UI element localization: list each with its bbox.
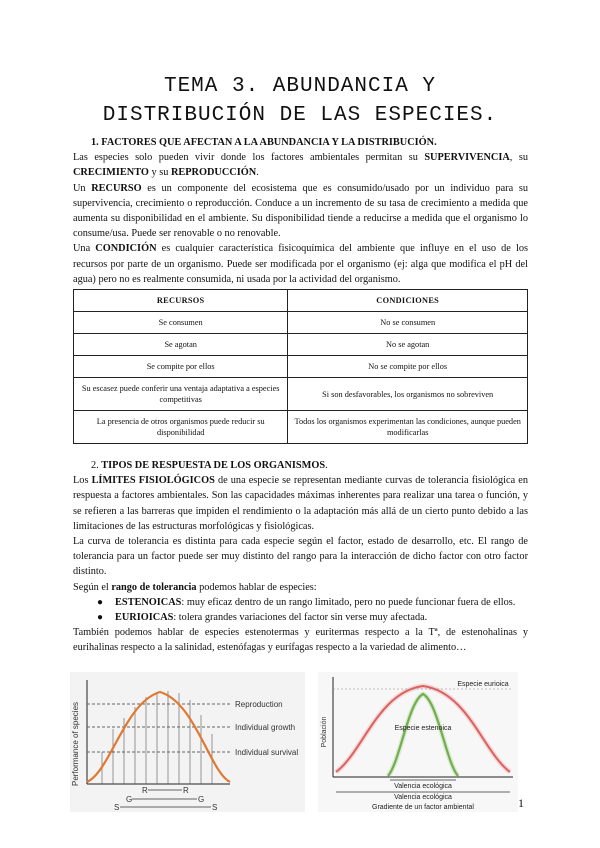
- svg-text:G: G: [126, 795, 133, 804]
- table-row: [74, 312, 528, 334]
- paragraph-limites: Los LÍMITES FISIOLÓGICOS de una especie se representan mediante curvas de tolerancia fisiológica en respuesta a factores ambientales. Son las capacidades máximas inherentes para realizar una tarea o función, y se refieren a las barreras que impiden el rendimiento o la adaptación más allá de un cierto punto debido a las limitaciones de las estructuras morfológicas y fisiológicas.: [73, 475, 528, 532]
- table-cell: No se compite por ellos: [288, 356, 528, 378]
- tolerance-curve-figure: [70, 672, 305, 812]
- page-number: 1: [518, 796, 524, 810]
- document-body: [73, 135, 528, 656]
- figure-y-label: Performance of species: [71, 701, 80, 787]
- valencia-label-1: Valencia ecológica: [394, 783, 452, 790]
- table-cell: Si son desfavorables, los organismos no sobreviven: [288, 378, 528, 411]
- table-cell: Su escasez puede conferir una ventaja adaptativa a especies competitivas: [74, 378, 288, 411]
- table-header: RECURSOS: [74, 290, 288, 312]
- table-cell: Se consumen: [74, 312, 288, 334]
- table-cell: No se consumen: [288, 312, 528, 334]
- paragraph-recurso: Un RECURSO es un componente del ecosistema que es consumido/usado por un individuo para su supervivencia, crecimiento o reproducción. Conduce a un incremento de su tasa de crecimiento a medida que aumenta su disponibilidad en el ambiente. Su disponibilidad tiende a reducirse a medida que el organismo lo consume/usa. Puede ser renovable o no renovable.: [73, 182, 528, 240]
- table-row: [74, 378, 528, 411]
- table-cell: No se agotan: [288, 334, 528, 356]
- svg-text:R: R: [142, 786, 148, 795]
- paragraph-especies: También podemos hablar de especies estenotermas y euritermas respecto a la Tª, de estenohalinas y eurihalinas respecto a la salinidad, estenófagas y eurífagas respecto a la variedad de alimento…: [73, 627, 528, 654]
- survival-label: Individual survival: [235, 748, 299, 757]
- figure-y-label: Población: [321, 716, 328, 748]
- gradiente-label: Gradiente de un factor ambiental: [372, 804, 474, 811]
- paragraph-supervivencia: Las especies solo pueden vivir donde los factores ambientales permitan su SUPERVIVENCIA, su CRECIMIENTO y su REPRODUCCIÓN.: [73, 152, 528, 179]
- table-header: CONDICIONES: [288, 290, 528, 312]
- recursos-condiciones-table: [73, 289, 528, 444]
- table-row: [74, 334, 528, 356]
- svg-text:G: G: [198, 795, 205, 804]
- valencia-label-2: Valencia ecológica: [394, 794, 452, 801]
- list-item: ● ESTENOICAS: muy eficaz dentro de un rango limitado, pero no puede funcionar fuera de ellos.: [115, 595, 528, 610]
- paragraph-rango: Según el rango de tolerancia podemos hablar de especies:: [73, 581, 317, 593]
- table-row: [74, 356, 528, 378]
- document-title: [0, 72, 600, 130]
- reproduction-label: Reproduction: [235, 700, 283, 709]
- table-cell: Se agotan: [74, 334, 288, 356]
- bullet-icon: ●: [97, 612, 104, 624]
- section-2-heading: 2. TIPOS DE RESPUESTA DE LOS ORGANISMOS.: [91, 460, 328, 472]
- table-cell: La presencia de otros organismos puede reducir su disponibilidad: [74, 411, 288, 444]
- species-list: [73, 595, 528, 625]
- table-row: [74, 411, 528, 444]
- eurioica-label: Especie eurioica: [457, 681, 509, 688]
- paragraph-curva: La curva de tolerancia es distinta para cada especie según el factor, estado de desarrollo, etc. El rango de tolerancia para un factor puede ser muy distinto del rango para la interacción de dicho factor con otro factor distinto.: [73, 536, 528, 578]
- valencia-ecologica-figure: [318, 672, 518, 812]
- title-line-1: TEMA 3. ABUNDANCIA Y: [163, 75, 437, 98]
- section-1-heading: 1. FACTORES QUE AFECTAN A LA ABUNDANCIA Y LA DISTRIBUCIÓN.: [91, 137, 437, 148]
- table-cell: Todos los organismos experimentan las condiciones, aunque pueden modificarlas: [288, 411, 528, 444]
- paragraph-condicion: Una CONDICIÓN es cualquier característica fisicoquímica del ambiente que influye en el uso de los recursos por parte de un organismo. Puede ser modificada por el organismo (ej: alga que modifica el pH del agua) pero no es realmente consumida, ni usada por la actividad del organismo.: [73, 243, 529, 285]
- title-line-2: DISTRIBUCIÓN DE LAS ESPECIES.: [102, 104, 498, 127]
- list-item: ● EURIOICAS: tolera grandes variaciones del factor sin verse muy afectada.: [115, 610, 528, 625]
- bullet-icon: ●: [97, 596, 104, 608]
- svg-text:S: S: [212, 803, 218, 812]
- svg-text:S: S: [114, 803, 120, 812]
- svg-text:R: R: [183, 786, 189, 795]
- growth-label: Individual growth: [235, 723, 296, 732]
- estenoica-label: Especie estenoica: [394, 725, 452, 732]
- table-cell: Se compite por ellos: [74, 356, 288, 378]
